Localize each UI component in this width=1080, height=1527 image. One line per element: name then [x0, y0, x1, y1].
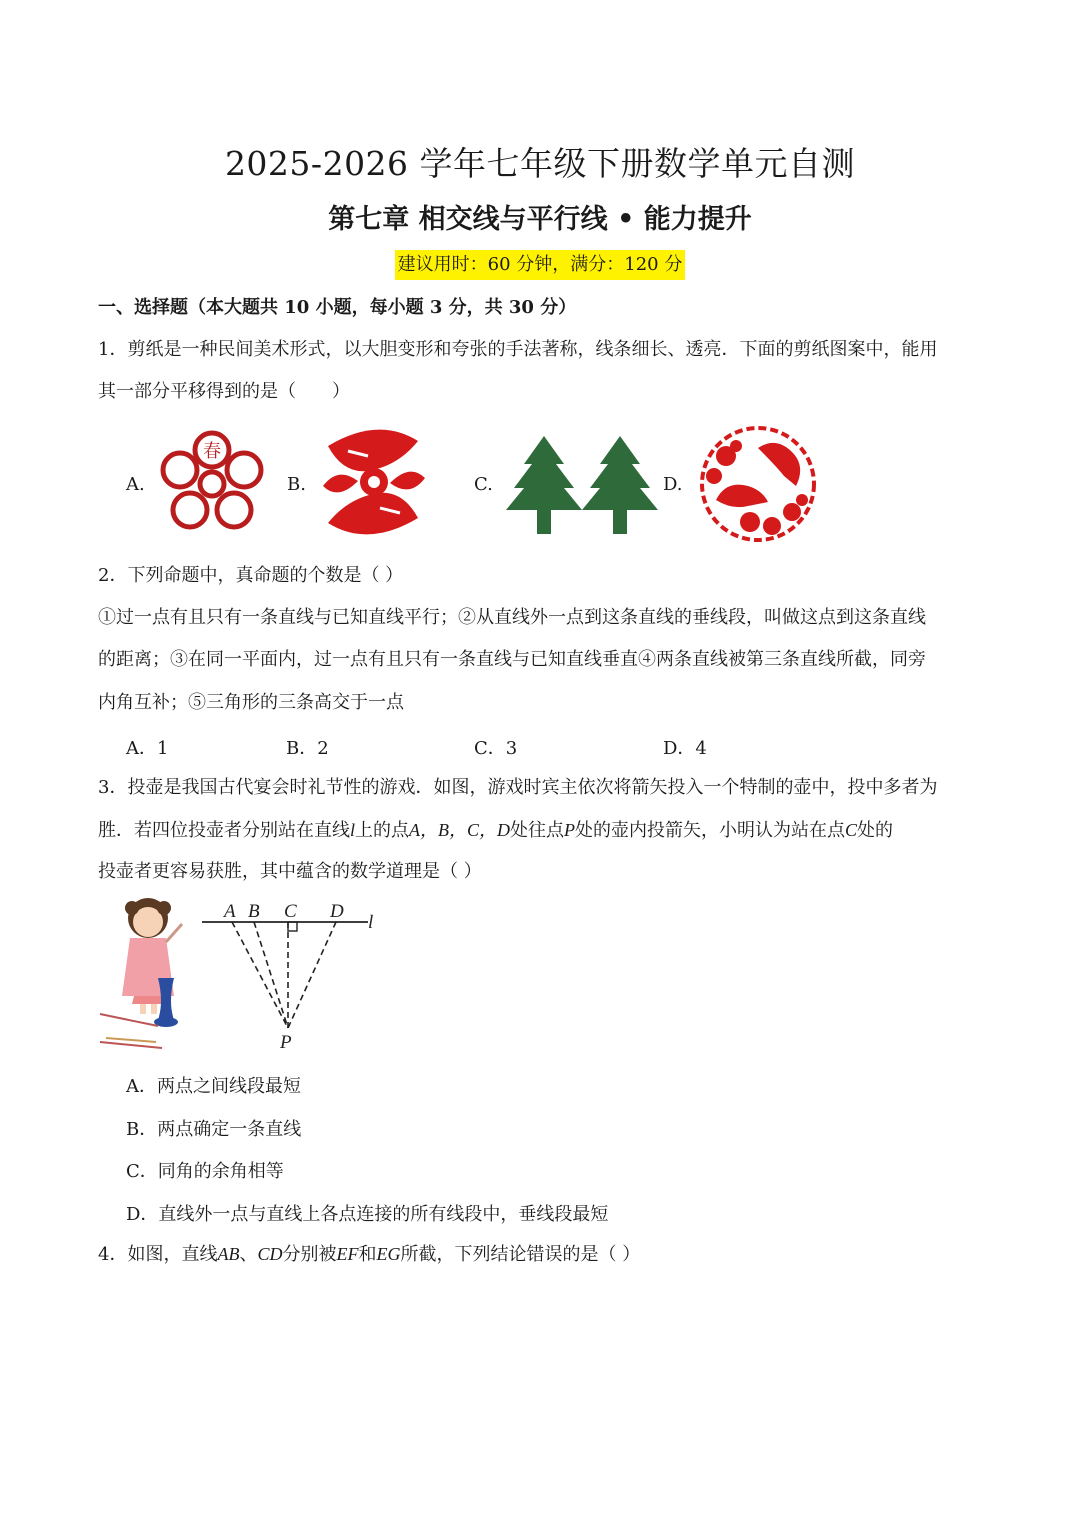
- time-info-highlight: 建议用时：60 分钟，满分：120 分: [395, 250, 685, 280]
- q1-line1: 1．剪纸是一种民间美术形式，以大胆变形和夸张的手法著称，线条细长、透亮．下面的剪纸图案中，能用: [98, 339, 938, 360]
- section-heading: 一、选择题（本大题共 10 小题，每小题 3 分，共 30 分）: [98, 297, 577, 318]
- label-P: P: [280, 1032, 292, 1053]
- paper-cut-birds-icon: [696, 426, 820, 542]
- q2-option-c: C．3: [474, 738, 518, 759]
- q3-option-a: A．两点之间线段最短: [126, 1076, 301, 1097]
- paper-cut-trees-icon: [506, 436, 658, 534]
- right-angle-mark: [288, 922, 297, 931]
- girl-illustration-icon: [96, 892, 196, 1052]
- q1-line2: 其一部分平移得到的是（ ）: [98, 381, 350, 402]
- q2-option-a: A．1: [126, 738, 169, 759]
- q2-option-d: D．4: [663, 738, 707, 759]
- paper-cut-flower-icon: [158, 430, 266, 538]
- q4-stem: 4．如图，直线AB、CD分别被EF和EG所截，下列结论错误的是（ ）: [98, 1244, 641, 1265]
- q1-option-d-label: D.: [663, 474, 683, 495]
- q3-line3: 投壶者更容易获胜，其中蕴含的数学道理是（ ）: [98, 861, 482, 882]
- q2-line2: ①过一点有且只有一条直线与已知直线平行；②从直线外一点到这条直线的垂线段，叫做这点到这条直线: [98, 607, 926, 628]
- label-C: C: [284, 901, 297, 922]
- segment-AP: [232, 922, 288, 1028]
- label-B: B: [248, 901, 260, 922]
- label-l: l: [368, 912, 374, 933]
- q3-geometry-figure: [196, 896, 386, 1056]
- q1-option-a-label: A.: [126, 474, 145, 495]
- q1-option-b-label: B.: [287, 474, 306, 495]
- paper-cut-fish-icon: [318, 426, 430, 538]
- segment-DP: [288, 922, 336, 1028]
- page-title: 2025-2026 学年七年级下册数学单元自测: [224, 144, 856, 183]
- q2-option-b: B．2: [286, 738, 329, 759]
- q1-option-c-label: C.: [474, 474, 493, 495]
- q3-option-b: B．两点确定一条直线: [126, 1119, 302, 1140]
- char-spring: 春: [203, 441, 221, 461]
- q3-option-d: D．直线外一点与直线上各点连接的所有线段中，垂线段最短: [126, 1204, 609, 1225]
- q2-line4: 内角互补；⑤三角形的三条高交于一点: [98, 692, 404, 713]
- q3-line1: 3．投壶是我国古代宴会时礼节性的游戏．如图，游戏时宾主依次将箭矢投入一个特制的壶中，投中多者为: [98, 777, 938, 798]
- chapter-subtitle: 第七章 相交线与平行线 • 能力提升: [328, 204, 752, 235]
- label-D: D: [330, 901, 344, 922]
- q3-line2: 胜．若四位投壶者分别站在直线l上的点A，B，C，D处往点P处的壶内投箭矢，小明认为站在点C处的: [98, 820, 894, 841]
- segment-BP: [254, 922, 288, 1028]
- q2-line3: 的距离；③在同一平面内，过一点有且只有一条直线与已知直线垂直④两条直线被第三条直线所截，同旁: [98, 649, 926, 670]
- label-A: A: [224, 901, 236, 922]
- q3-option-c: C．同角的余角相等: [126, 1161, 284, 1182]
- q2-stem: 2．下列命题中，真命题的个数是（ ）: [98, 565, 404, 586]
